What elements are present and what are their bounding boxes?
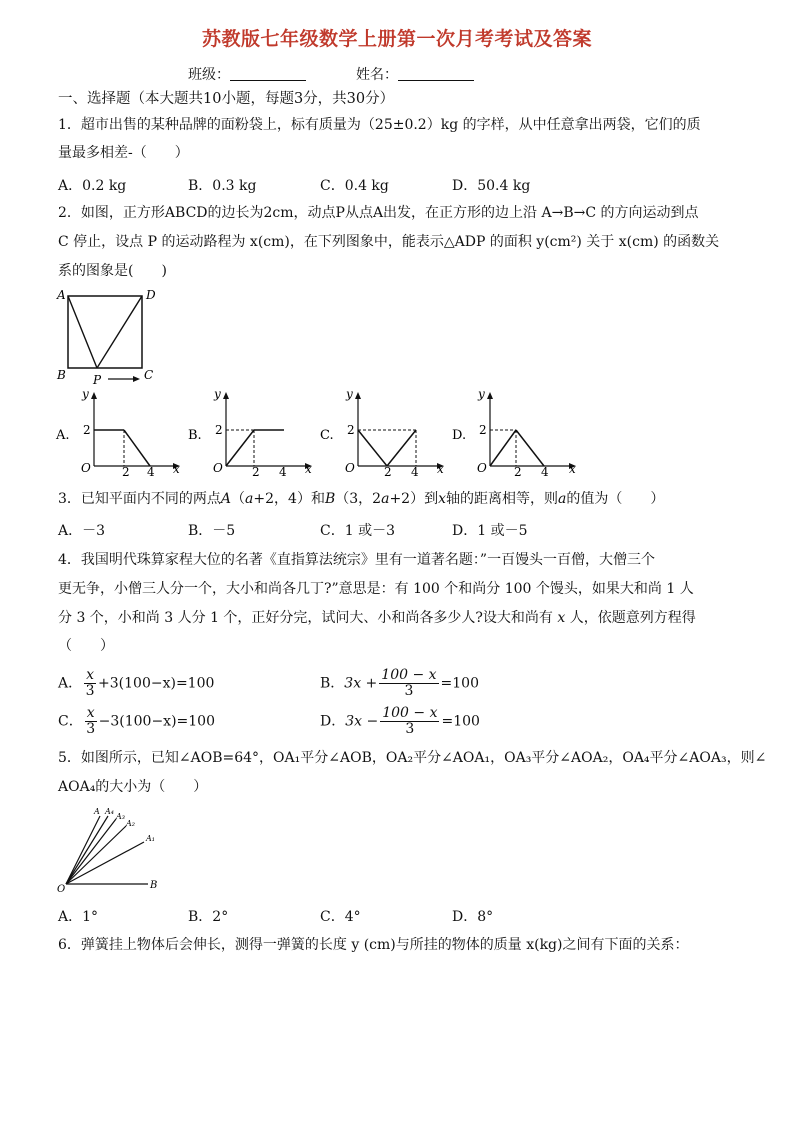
fig-label-d: D (146, 288, 156, 302)
svg-text:O: O (81, 461, 91, 475)
q4-option-d: D．3x − $\frac{100 - x}{3}$ =100 (320, 705, 480, 737)
graph-c-label: C. (320, 428, 334, 443)
class-field (188, 64, 306, 84)
svg-text:4: 4 (279, 465, 287, 479)
graph-a (55, 387, 180, 479)
svg-text:O: O (213, 461, 223, 475)
svg-text:x: x (569, 462, 576, 476)
class-label: 班级： (188, 67, 230, 83)
svg-text:2: 2 (347, 423, 355, 437)
svg-text:2: 2 (514, 465, 522, 479)
q5-option-c: C．4° (320, 909, 361, 925)
angle-label-a1: A₁ (146, 834, 155, 843)
svg-text:4: 4 (147, 465, 155, 479)
q4-option-c: C． $\frac{x}{3}$ −3(100−x)=100 (58, 705, 215, 737)
name-field (356, 64, 474, 84)
q5-option-d: D．8° (452, 909, 494, 925)
angle-label-a: A (94, 807, 100, 816)
q2-line3: 系的图象是( ) (58, 263, 167, 279)
name-blank (398, 68, 474, 81)
graph-b (188, 387, 312, 479)
q1-line2: 量最多相差-（ ） (58, 145, 189, 161)
q1-option-b: B．0.3 kg (188, 178, 257, 194)
svg-text:2: 2 (479, 423, 487, 437)
page-title: 苏教版七年级数学上册第一次月考考试及答案 (201, 28, 592, 50)
section-heading: 一、选择题（本大题共10小题，每题3分，共30分） (58, 91, 395, 107)
graph-d-label: D. (452, 428, 467, 443)
q2-line1: 2．如图，正方形ABCD的边长为2cm，动点P从点A出发，在正方形的边上沿 A→B→C 的方向运动到点 (58, 205, 699, 221)
q3-option-b: B．－5 (188, 523, 236, 539)
q4-option-b: B．3x + $\frac{100 - x}{3}$ =100 (320, 667, 479, 699)
fig-label-c: C (144, 368, 154, 382)
svg-text:x: x (305, 462, 312, 476)
q3-option-a: A．－3 (58, 523, 106, 539)
svg-text:4: 4 (541, 465, 549, 479)
angle-label-a4: A₄ (105, 807, 114, 816)
fig-label-b: B (57, 368, 66, 382)
angle-label-a3: A₃ (116, 812, 125, 821)
name-label: 姓名： (356, 67, 398, 83)
q6-line1: 6．弹簧挂上物体后会伸长，测得一弹簧的长度 y (cm)与所挂的物体的质量 x(kg)之间有下面的关系： (58, 937, 689, 953)
angle-label-o: O (57, 884, 66, 895)
svg-text:x: x (173, 462, 180, 476)
q1-line1: 1．超市出售的某种品牌的面粉袋上，标有质量为（25±0.2）kg 的字样，从中任意拿出两袋，它们的质 (58, 117, 701, 133)
class-blank (230, 68, 306, 81)
q4-line1: 4．我国明代珠算家程大位的名著《直指算法统宗》里有一道著名题：”一百馒头一百僧，大僧三个 (58, 552, 656, 568)
svg-text:y: y (214, 387, 221, 401)
angle-label-b: B (150, 880, 158, 891)
svg-text:y: y (478, 387, 485, 401)
q4-line4: （ ） (58, 638, 114, 654)
angle-label-a2: A₂ (126, 819, 135, 828)
q4-line3: 分 3 个，小和尚 3 人分 1 个，正好分完，试问大、小和尚各多少人?设大和尚有 x 人，依题意列方程得 (58, 610, 696, 626)
svg-text:x: x (437, 462, 444, 476)
svg-text:y: y (346, 387, 353, 401)
q1-option-c: C．0.4 kg (320, 178, 389, 194)
angle-figure (56, 804, 176, 896)
svg-text:O: O (477, 461, 487, 475)
graph-b-label: B. (188, 428, 202, 443)
svg-text:2: 2 (215, 423, 223, 437)
graph-options (54, 386, 594, 480)
graph-d (452, 387, 576, 479)
graph-a-label: A. (56, 428, 70, 443)
q4-option-a: A． $\frac{x}{3}$ +3(100−x)=100 (58, 667, 215, 699)
svg-text:2: 2 (252, 465, 260, 479)
svg-text:2: 2 (384, 465, 392, 479)
q1-option-a: A．0.2 kg (58, 178, 127, 194)
q3-stem: 3．已知平面内不同的两点A（a+2，4）和B（3，2a+2）到x轴的距离相等，则a的值为（ ） (58, 491, 665, 507)
svg-text:4: 4 (411, 465, 419, 479)
q1-option-d: D．50.4 kg (452, 178, 531, 194)
svg-text:2: 2 (122, 465, 130, 479)
q5-line2: AOA₄的大小为（ ） (58, 779, 208, 795)
square-figure (52, 286, 172, 386)
q3-option-c: C．1 或－3 (320, 523, 395, 539)
q4-line2: 更无争，小僧三人分一个，大小和尚各几丁?”意思是：有 100 个和尚分 100 个馒头，如果大和尚 1 人 (58, 581, 694, 597)
graph-c (320, 387, 444, 479)
svg-text:O: O (345, 461, 355, 475)
svg-text:2: 2 (83, 423, 91, 437)
svg-text:y: y (82, 387, 89, 401)
q5-option-b: B．2° (188, 909, 229, 925)
q2-line2: C 停止，设点 P 的运动路程为 x(cm)，在下列图象中，能表示△ADP 的面积 y(cm²) 关于 x(cm) 的函数关 (58, 234, 720, 250)
fig-label-p: P (93, 373, 102, 386)
q5-line1: 5．如图所示，已知∠AOB=64°，OA₁平分∠AOB，OA₂平分∠AOA₁，OA₃平分∠AOA₂，OA₄平分∠AOA₃，则∠ (58, 750, 767, 766)
q5-option-a: A．1° (58, 909, 99, 925)
q3-option-d: D．1 或－5 (452, 523, 528, 539)
fig-label-a: A (57, 288, 66, 302)
